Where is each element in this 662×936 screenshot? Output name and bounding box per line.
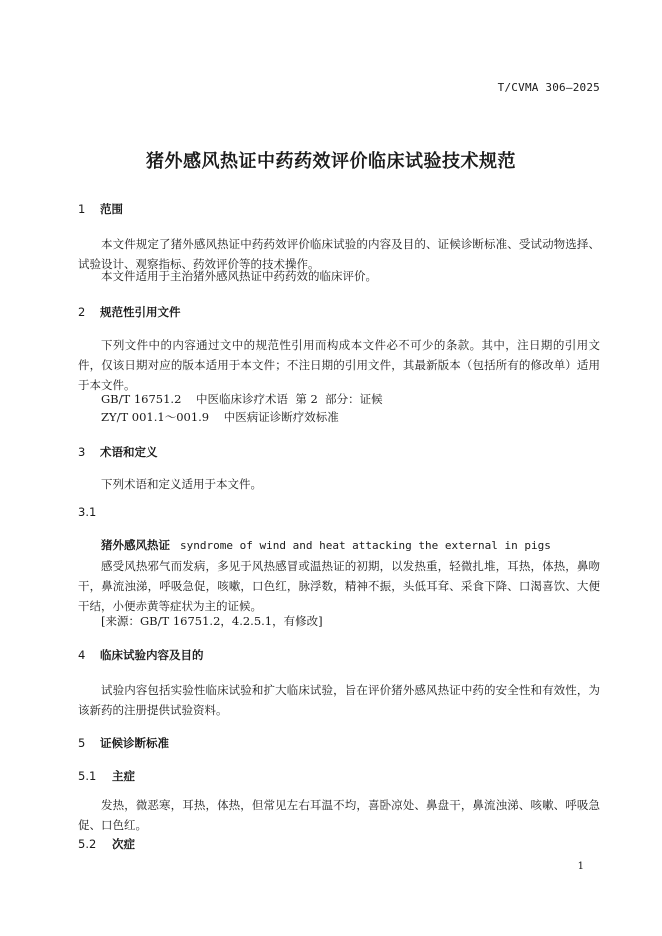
page-number: 1 [577, 861, 584, 872]
subsection-5-2-heading [78, 836, 135, 852]
section-1-paragraph-1: 本文件规定了猪外感风热证中药药效评价临床试验的内容及目的、证候诊断标准、受试动物选择、试验设计、观察指标、药效评价等的技术操作。 [78, 237, 600, 271]
section-2-heading [78, 304, 181, 320]
section-title: 临床试验内容及目的 [100, 648, 204, 662]
section-number: 5 [78, 736, 86, 750]
section-3-paragraph-1: 下列术语和定义适用于本文件。 [101, 477, 262, 491]
term-definition: 感受风热邪气而发病，多见于风热感冒或温热证的初期，以发热重，轻微扎堆，耳热，体热，鼻吻干，鼻流浊涕，呼吸急促，咳嗽，口色红，脉浮数，精神不振，头低耳耷、采食下降、口渴喜饮、大便干结，小便赤黄等症状为主的证候。 [78, 559, 600, 613]
page-title: 猪外感风热证中药药效评价临床试验技术规范 [146, 151, 516, 172]
subsection-5-1-heading [78, 768, 135, 784]
section-number: 1 [78, 202, 86, 216]
term-chinese: 猪外感风热证 [101, 538, 170, 552]
section-1-paragraph-2: 本文件适用于主治猪外感风热证中药药效的临床评价。 [101, 269, 377, 283]
section-title: 规范性引用文件 [100, 305, 181, 319]
section-3-heading [78, 444, 158, 460]
normative-reference-1: GB/T 16751.2 中医临床诊疗术语 第 2 部分：证候 [101, 392, 383, 406]
subsection-number: 5.2 [78, 837, 97, 851]
subsection-number: 5.1 [78, 769, 97, 783]
subsection-title: 次症 [112, 837, 136, 851]
section-2-paragraph-1: 下列文件中的内容通过文中的规范性引用而构成本文件必不可少的条款。其中，注日期的引用文件，仅该日期对应的版本适用于本文件；不注日期的引用文件，其最新版本（包括所有的修改单）适用于本文件。 [78, 338, 600, 392]
section-4-paragraph-1: 试验内容包括实验性临床试验和扩大临床试验，旨在评价猪外感风热证中药的安全性和有效性，为该新药的注册提供试验资料。 [78, 683, 600, 717]
section-1-heading [78, 201, 123, 217]
section-number: 3 [78, 445, 86, 459]
subsection-number: 3.1 [78, 505, 97, 519]
term-source: [来源：GB/T 16751.2，4.2.5.1，有修改] [101, 614, 323, 628]
section-number: 2 [78, 305, 86, 319]
subsection-5-1-paragraph: 发热，微恶寒，耳热，体热，但常见左右耳温不均，喜卧凉处、鼻盘干，鼻流浊涕、咳嗽、呼吸急促、口色红。 [78, 798, 600, 832]
section-5-heading [78, 735, 169, 751]
subsection-title: 主症 [112, 769, 136, 783]
section-number: 4 [78, 648, 86, 662]
term-entry [101, 537, 551, 553]
section-title: 范围 [100, 202, 124, 216]
section-title: 证候诊断标准 [100, 736, 170, 750]
normative-reference-2: ZY/T 001.1～001.9 中医病证诊断疗效标准 [101, 410, 339, 424]
section-4-heading [78, 647, 204, 663]
document-id: T/CVMA 306—2025 [497, 81, 600, 94]
section-title: 术语和定义 [100, 445, 158, 459]
term-english: syndrome of wind and heat attacking the external in pigs [180, 539, 551, 552]
